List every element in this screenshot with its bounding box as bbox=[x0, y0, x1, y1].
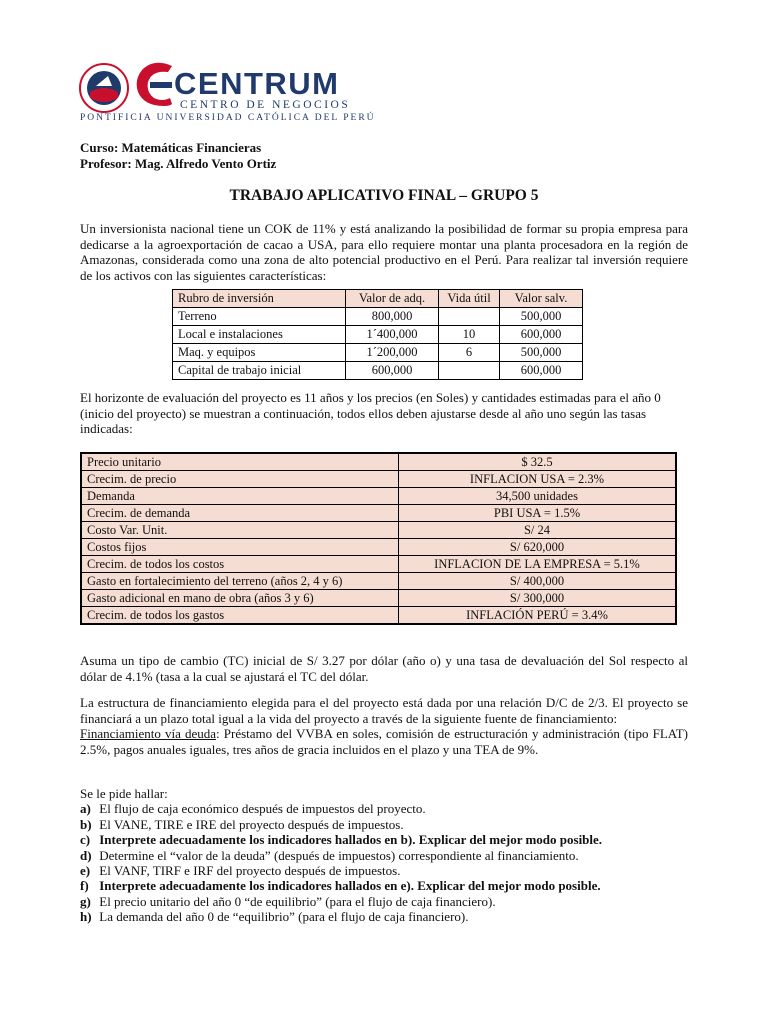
list-item bbox=[80, 909, 690, 924]
table-cell: Precio unitario bbox=[81, 453, 399, 471]
brand-name: CENTRUM bbox=[174, 66, 340, 101]
table-cell: Costos fijos bbox=[81, 539, 399, 556]
table-cell: Gasto adicional en mano de obra (años 3 y 6) bbox=[81, 590, 399, 607]
table-cell: Capital de trabajo inicial bbox=[173, 362, 346, 380]
questions-intro: Se le pide hallar: bbox=[80, 786, 168, 801]
table-cell: INFLACION USA = 2.3% bbox=[399, 471, 677, 488]
list-item bbox=[80, 848, 690, 863]
question-letter: a) bbox=[80, 801, 91, 817]
professor-line: Profesor: Mag. Alfredo Vento Ortiz bbox=[80, 156, 277, 171]
header-cell: Rubro de inversión bbox=[173, 290, 346, 308]
course-info bbox=[80, 140, 276, 172]
exchange-paragraph bbox=[80, 653, 688, 684]
table-cell: S/ 300,000 bbox=[399, 590, 677, 607]
header-cell: Vida útil bbox=[439, 290, 500, 308]
table-cell: Costo Var. Unit. bbox=[81, 522, 399, 539]
document-title: TRABAJO APLICATIVO FINAL – GRUPO 5 bbox=[229, 187, 539, 204]
table-cell: Demanda bbox=[81, 488, 399, 505]
table-cell bbox=[439, 362, 500, 380]
table-row bbox=[81, 556, 676, 573]
university-seal-icon bbox=[78, 62, 130, 114]
question-text: El flujo de caja económico después de impuestos del proyecto. bbox=[99, 801, 426, 817]
table-cell: INFLACIÓN PERÚ = 3.4% bbox=[399, 607, 677, 625]
assets-table bbox=[172, 289, 583, 380]
table-row bbox=[81, 505, 676, 522]
list-item bbox=[80, 801, 690, 816]
table-row bbox=[81, 453, 676, 471]
question-text: Interprete adecuadamente los indicadores hallados en b). Explicar del mejor modo posible. bbox=[99, 832, 603, 848]
table-cell: Crecim. de todos los costos bbox=[81, 556, 399, 573]
table-header-row bbox=[173, 290, 583, 308]
question-text: El VANE, TIRE e IRE del proyecto después de impuestos. bbox=[99, 816, 404, 832]
question-text: La demanda del año 0 de “equilibrio” (para el flujo de caja financiero). bbox=[99, 909, 469, 925]
table-row bbox=[81, 522, 676, 539]
centrum-e-mark-icon bbox=[134, 60, 174, 110]
debt-paragraph bbox=[80, 726, 688, 757]
table-cell bbox=[439, 308, 500, 326]
table-cell: 34,500 unidades bbox=[399, 488, 677, 505]
table-cell: Crecim. de todos los gastos bbox=[81, 607, 399, 625]
table-cell: 600,000 bbox=[346, 362, 439, 380]
header-cell: Valor salv. bbox=[500, 290, 583, 308]
table-cell: $ 32.5 bbox=[399, 453, 677, 471]
table-cell: 500,000 bbox=[500, 308, 583, 326]
question-letter: f) bbox=[80, 878, 89, 894]
table-cell: S/ 24 bbox=[399, 522, 677, 539]
header-cell: Valor de adq. bbox=[346, 290, 439, 308]
table-cell: S/ 400,000 bbox=[399, 573, 677, 590]
question-letter: e) bbox=[80, 863, 91, 879]
question-text: Determine el “valor de la deuda” (después de impuestos) correspondiente al financiamiento. bbox=[99, 847, 579, 863]
table-row bbox=[81, 488, 676, 505]
horizon-text: El horizonte de evaluación del proyecto es 11 años y los precios (en Soles) y cantidades estimadas para el año 0 (inicio del proyecto) se muestran a continuación, todos ellos deben ajustarse desde al año uno según las tasas indicadas: bbox=[80, 390, 661, 436]
table-row bbox=[81, 607, 676, 625]
financing-paragraph bbox=[80, 695, 688, 757]
question-text: El precio unitario del año 0 “de equilibrio” (para el flujo de caja financiero). bbox=[99, 893, 496, 909]
table-cell: S/ 620,000 bbox=[399, 539, 677, 556]
question-letter: d) bbox=[80, 847, 92, 863]
table-cell: 800,000 bbox=[346, 308, 439, 326]
intro-paragraph bbox=[80, 221, 688, 283]
table-row bbox=[173, 308, 583, 326]
table-cell: Crecim. de demanda bbox=[81, 505, 399, 522]
table-cell: 10 bbox=[439, 326, 500, 344]
table-row bbox=[173, 344, 583, 362]
table-cell: 600,000 bbox=[500, 362, 583, 380]
list-item bbox=[80, 863, 690, 878]
table-cell: 1´400,000 bbox=[346, 326, 439, 344]
table-cell: Crecim. de precio bbox=[81, 471, 399, 488]
question-letter: b) bbox=[80, 816, 92, 832]
table-cell: 600,000 bbox=[500, 326, 583, 344]
question-letter: h) bbox=[80, 909, 92, 925]
table-cell: Terreno bbox=[173, 308, 346, 326]
table-cell: Gasto en fortalecimiento del terreno (años 2, 4 y 6) bbox=[81, 573, 399, 590]
table-cell: 6 bbox=[439, 344, 500, 362]
list-item bbox=[80, 832, 690, 847]
centrum-logo bbox=[78, 60, 376, 126]
exchange-text: Asuma un tipo de cambio (TC) inicial de S/ 3.27 por dólar (año o) y una tasa de devaluación del Sol respecto al dólar de 4.1% (tasa a la cual se ajustará el TC del dólar. bbox=[80, 653, 688, 684]
table-cell: Maq. y equipos bbox=[173, 344, 346, 362]
horizon-paragraph bbox=[80, 390, 688, 437]
financing-text: La estructura de financiamiento elegida para el del proyecto está dada por una relación D/C de 2/3. El proyecto se financiará a un plazo total igual a la vida del proyecto a través de la siguiente fuente de financiamiento: bbox=[80, 695, 688, 726]
list-item bbox=[80, 878, 690, 893]
table-row bbox=[81, 539, 676, 556]
table-cell: 1´200,000 bbox=[346, 344, 439, 362]
course-line: Curso: Matemáticas Financieras bbox=[80, 140, 262, 155]
intro-text: Un inversionista nacional tiene un COK de 11% y está analizando la posibilidad de formar su propia empresa para dedicarse a la agroexportación de cacao a USA, para ello requiere montar una planta procesadora en la región de Amazonas, considerada como una zona de alto potencial productivo en el Perú. Para realizar tal inversión requiere de los activos con las siguientes características: bbox=[80, 221, 688, 283]
table-cell: Local e instalaciones bbox=[173, 326, 346, 344]
table-row bbox=[81, 471, 676, 488]
table-cell: 500,000 bbox=[500, 344, 583, 362]
table-row bbox=[173, 326, 583, 344]
table-cell: INFLACION DE LA EMPRESA = 5.1% bbox=[399, 556, 677, 573]
brand-subtitle: CENTRO DE NEGOCIOS bbox=[180, 99, 351, 111]
questions-list bbox=[80, 786, 690, 925]
table-row bbox=[173, 362, 583, 380]
table-row bbox=[81, 590, 676, 607]
question-text: El VANF, TIRF e IRF del proyecto después de impuestos. bbox=[99, 863, 401, 879]
list-item bbox=[80, 817, 690, 832]
question-text: Interprete adecuadamente los indicadores hallados en e). Explicar del mejor modo posible. bbox=[99, 878, 601, 894]
question-letter: g) bbox=[80, 893, 91, 909]
debt-text: : Préstamo del VVBA en soles, comisión de estructuración y administración (tipo FLAT) 2.5%, pagos anuales iguales, tres años de gracia incluidos en el plazo y una TEA de 9%. bbox=[80, 726, 688, 757]
parameters-table bbox=[80, 452, 677, 625]
table-row bbox=[81, 573, 676, 590]
question-letter: c) bbox=[80, 832, 91, 848]
list-item bbox=[80, 894, 690, 909]
debt-label: Financiamiento vía deuda bbox=[80, 726, 217, 741]
table-cell: PBI USA = 1.5% bbox=[399, 505, 677, 522]
brand-university: PONTIFICIA UNIVERSIDAD CATÓLICA DEL PERÚ bbox=[80, 113, 376, 123]
